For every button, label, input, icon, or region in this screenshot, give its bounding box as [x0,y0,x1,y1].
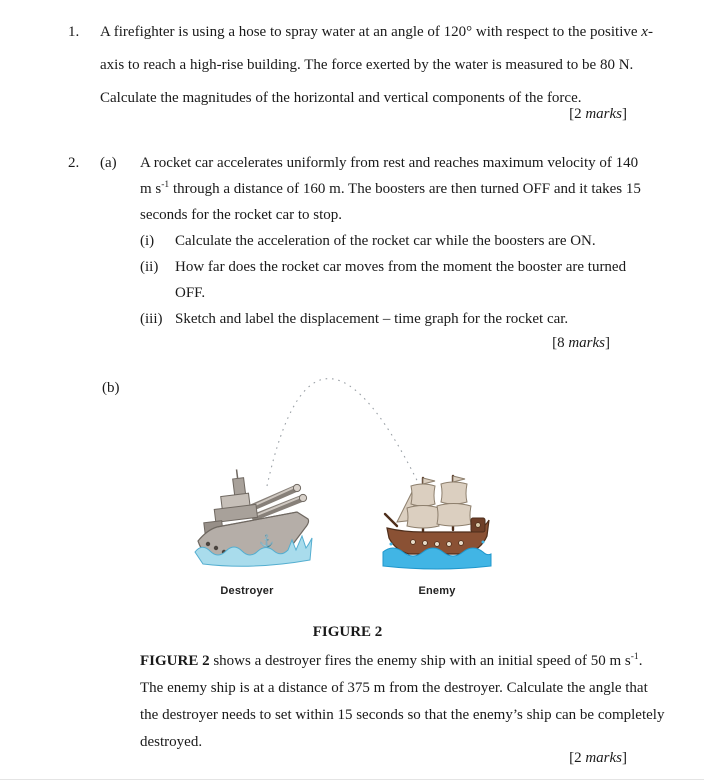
text-line: axis to reach a high-rise building. The force exerted by the water is measured to be 80 N. [100,57,634,73]
anchor-icon: ⚓ [259,534,274,548]
text-line: OFF. [175,285,206,301]
text-line [100,16,653,49]
subitem-ii-roman: (ii) [140,259,159,275]
q1-line1-tail: - [647,24,653,40]
question-1 [68,16,653,115]
marks-word: marks [585,750,622,766]
q2b-line1-text: shows a destroyer fires the enemy ship with an initial speed of 50 m s [209,653,631,669]
figure-2-bold-ref: FIGURE 2 [140,653,210,669]
question-1-number: 1. [68,24,80,40]
question-2a-label: (a) [100,155,117,171]
marks-word: marks [568,335,605,351]
question-2b-marks [140,746,627,770]
projectile-trajectory-dotted-arc [95,358,635,608]
question-1-text [100,16,653,115]
subitem-ii-text [175,254,627,306]
enemy-ship-illustration [383,470,491,570]
page-bottom-rule [0,779,704,780]
subitem-ii [140,254,627,306]
text-line: Calculate the magnitudes of the horizontal and vertical components of the force. [100,90,582,106]
q1-line1-text: A firefighter is using a hose to spray water at an angle of 120° with respect to the positive [100,24,642,40]
q2a-line2-text: m s [140,181,162,197]
destroyer-ship-illustration [193,464,315,576]
text-line: Calculate the acceleration of the rocket car while the boosters are ON. [175,233,596,249]
question-1-marks [68,102,627,126]
text-line: The enemy ship is at a distance of 375 m from the destroyer. Calculate the angle that [140,680,648,696]
q1-italic-x: x [641,24,648,40]
question-2a [68,150,641,332]
subitem-iii-roman: (iii) [140,311,163,327]
question-2b-label: (b) [102,380,120,396]
subitem-i-roman: (i) [140,233,155,249]
marks-close: ] [622,106,627,122]
subitem-iii-text [175,306,627,332]
text-line: destroyed. [140,734,203,750]
text-line: How far does the rocket car moves from the moment the booster are turned [175,259,627,275]
text-line: A rocket car accelerates uniformly from rest and reaches maximum velocity of 140 [140,155,639,171]
destroyer-label: Destroyer [220,585,274,597]
subitem-i-text [175,228,627,254]
superscript-minus-one: -1 [630,652,639,662]
superscript-minus-one: -1 [161,180,170,190]
question-2a-text [140,150,641,332]
text-line [140,648,643,675]
text-line: the destroyer needs to set within 15 seconds so that the enemy’s ship can be completely [140,707,665,723]
text-line [140,176,641,202]
text-line: seconds for the rocket car to stop. [140,207,343,223]
marks-close: ] [605,335,610,351]
figure-2-caption: FIGURE 2 [312,624,383,640]
marks-close: ] [622,750,627,766]
enemy-label: Enemy [418,585,456,597]
question-2a-marks [68,331,610,355]
text-line: Sketch and label the displacement – time graph for the rocket car. [175,311,569,327]
subitem-i [140,228,627,254]
subitem-iii [140,306,627,332]
question-2-number: 2. [68,155,80,171]
marks-open: [2 [569,106,586,122]
figure-2-illustration [95,358,635,608]
q2a-line2-tail: through a distance of 160 m. The boosters are then turned OFF and it takes 15 [169,181,641,197]
marks-open: [2 [569,750,586,766]
marks-word: marks [585,106,622,122]
marks-open: [8 [552,335,569,351]
q2b-line1-tail: . [638,653,643,669]
question-2b-text [140,648,665,756]
